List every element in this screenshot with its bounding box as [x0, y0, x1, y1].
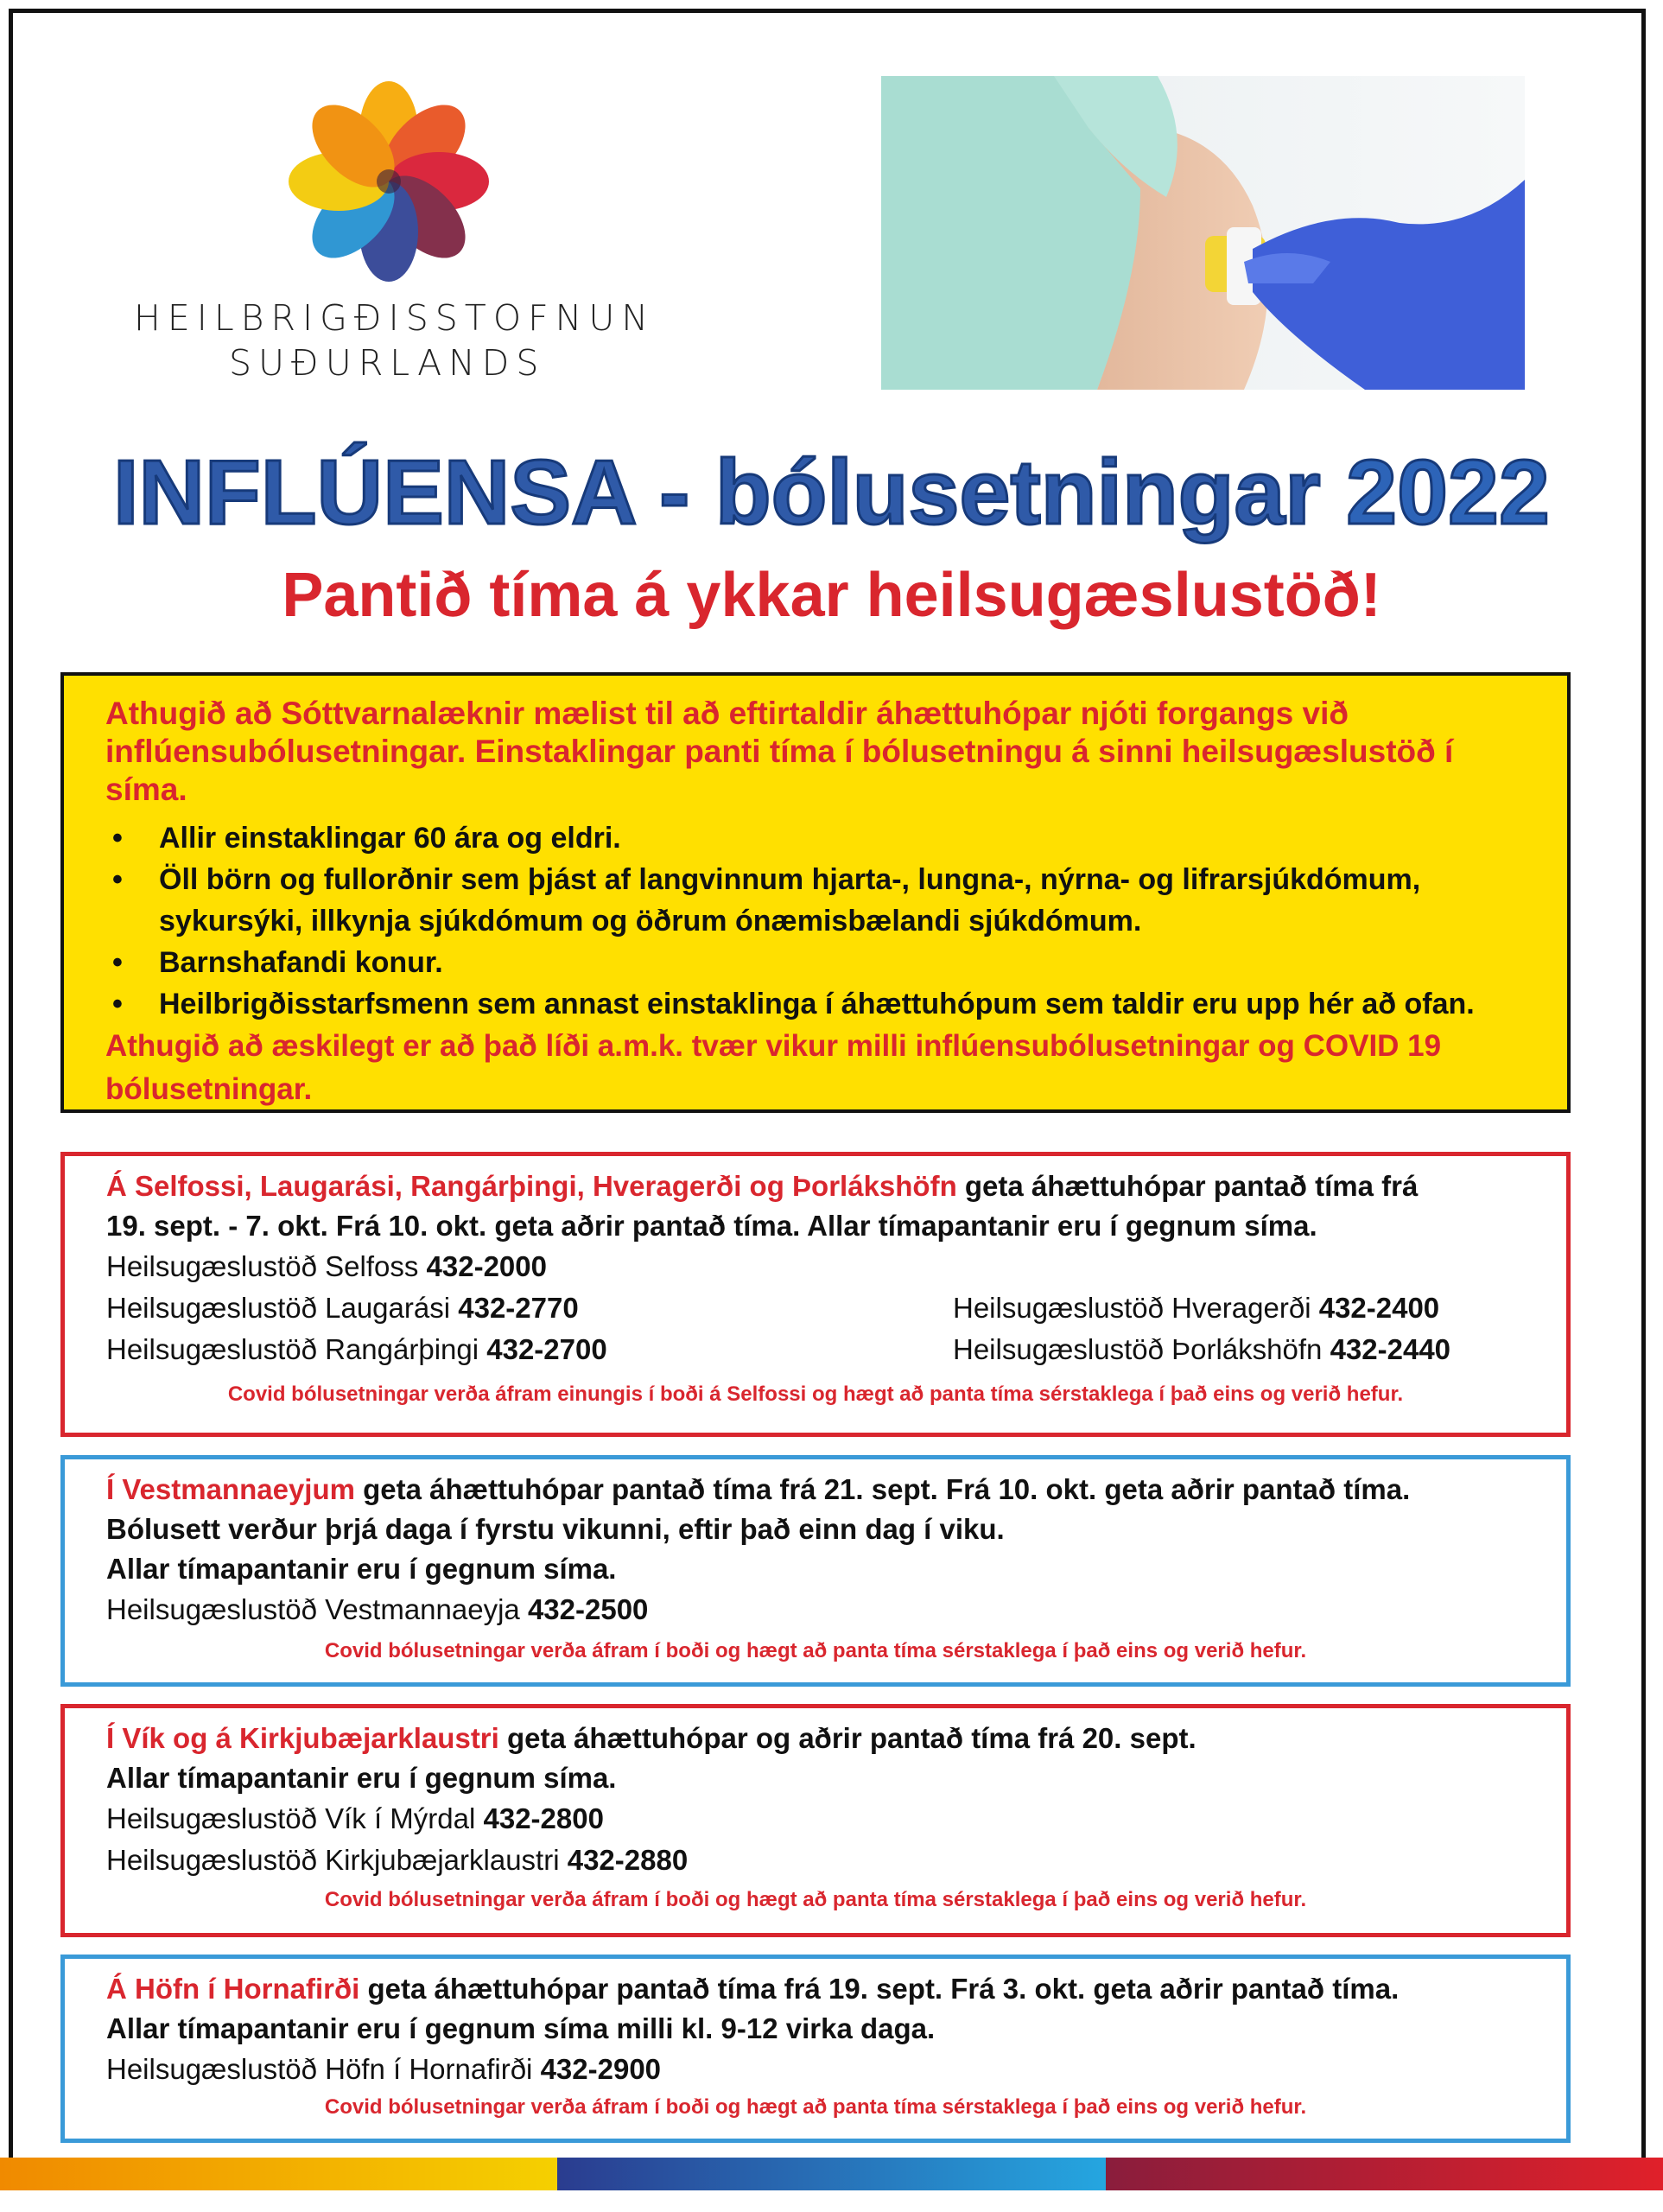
clinic-name: Heilsugæslustöð Kirkjubæjarklaustri: [106, 1844, 568, 1876]
priority-group-list: [105, 817, 1533, 1025]
notice-intro: Athugið að Sóttvarnalæknir mælist til að eftirtaldir áhættuhópar njóti forgangs við inflúensubólusetningar. Einstaklingar panti tíma í bólusetningu á sinni heilsugæslustöð í síma.: [105, 696, 1454, 807]
region-heading: [106, 1166, 1525, 1206]
list-item: [105, 859, 1533, 942]
clinic-name: Heilsugæslustöð Höfn í Hornafirði: [106, 2053, 541, 2085]
clinic-name: Heilsugæslustöð Vík í Mýrdal: [106, 1802, 484, 1834]
list-item: [105, 942, 1533, 983]
region-box-hofn: [60, 1955, 1571, 2143]
clinic-line: [106, 1246, 1525, 1287]
region-place: Í Vestmannaeyjum: [106, 1473, 355, 1505]
org-name-line1: HEILBRIGÐISSTOFNUN: [134, 297, 656, 339]
clinic-phone: 432-2000: [426, 1250, 547, 1282]
covid-note: Covid bólusetningar verða áfram í boði og hægt að panta tíma sérstaklega í það eins og verið hefur.: [324, 1888, 1307, 1911]
clinic-name: Heilsugæslustöð Hveragerði: [953, 1292, 1319, 1324]
region-details: Allar tímapantanir eru í gegnum síma milli kl. 9-12 virka daga.: [106, 2012, 936, 2044]
logo-icon: [285, 78, 492, 285]
bullet-icon: •: [112, 988, 123, 1020]
clinic-phone: 432-2900: [540, 2053, 662, 2085]
clinic-line: [106, 1287, 607, 1329]
list-item-text: Allir einstaklingar 60 ára og eldri.: [159, 822, 621, 855]
region-details: Bólusett verður þrjá daga í fyrstu vikunni, eftir það einn dag í viku.: [106, 1513, 1005, 1545]
clinic-phone: 432-2500: [527, 1593, 649, 1625]
region-heading-rest: geta áhættuhópar pantað tíma frá: [956, 1170, 1419, 1202]
organization-name: [134, 296, 656, 385]
clinic-line: [106, 1840, 1525, 1881]
region-heading: [106, 1719, 1525, 1758]
clinic-phone: 432-2800: [483, 1802, 604, 1834]
clinic-line: [106, 1798, 1525, 1840]
bullet-icon: •: [112, 863, 123, 896]
page-title: [0, 441, 1663, 545]
clinic-phone: 432-2770: [458, 1292, 579, 1324]
region-box-vestmannaeyjar: [60, 1455, 1571, 1687]
region-heading-rest: geta áhættuhópar pantað tíma frá 21. sept. Frá 10. okt. geta aðrir pantað tíma.: [354, 1473, 1411, 1505]
bullet-icon: •: [112, 946, 123, 979]
clinic-name: Heilsugæslustöð Selfoss: [106, 1250, 427, 1282]
region-details: Allar tímapantanir eru í gegnum síma.: [106, 1553, 617, 1585]
notice-outro: Athugið að æskilegt er að það líði a.m.k. tvær vikur milli inflúensubólusetningar og COVID 19 bólusetningar.: [105, 1029, 1442, 1106]
clinic-line: [953, 1329, 1450, 1370]
region-details: Allar tímapantanir eru í gegnum síma.: [106, 1762, 617, 1794]
title-year: 2022: [1346, 442, 1550, 543]
page-subtitle: Pantið tíma á ykkar heilsugæslustöð!: [282, 561, 1381, 630]
region-details: 19. sept. - 7. okt. Frá 10. okt. geta aðrir pantað tíma. Allar tímapantanir eru í gegnum síma.: [106, 1210, 1317, 1242]
covid-note: Covid bólusetningar verða áfram í boði og hægt að panta tíma sérstaklega í það eins og verið hefur.: [324, 2095, 1307, 2119]
clinic-line: [106, 2049, 1525, 2090]
region-heading: [106, 1470, 1525, 1510]
bullet-icon: •: [112, 822, 123, 855]
list-item-text: Heilbrigðisstarfsmenn sem annast einstaklinga í áhættuhópum sem taldir eru upp hér að ofan.: [159, 988, 1475, 1020]
priority-notice-box: [60, 672, 1571, 1113]
list-item: [105, 983, 1533, 1025]
list-item-text: Barnshafandi konur.: [159, 946, 443, 979]
clinic-columns: [106, 1287, 1525, 1370]
clinic-name: Heilsugæslustöð Vestmannaeyja: [106, 1593, 528, 1625]
clinic-phone: 432-2400: [1318, 1292, 1440, 1324]
clinic-name: Heilsugæslustöð Laugarási: [106, 1292, 459, 1324]
clinic-line: [106, 1589, 1525, 1630]
clinic-line: [953, 1287, 1450, 1329]
region-heading-rest: geta áhættuhópar og aðrir pantað tíma frá 20. sept.: [498, 1722, 1196, 1754]
region-box-vik: [60, 1704, 1571, 1937]
region-place: Á Höfn í Hornafirði: [106, 1973, 360, 2005]
org-name-line2: SUÐURLANDS: [229, 342, 546, 384]
region-place: Á Selfossi, Laugarási, Rangárþingi, Hveragerði og Þorlákshöfn: [106, 1170, 957, 1202]
region-place: Í Vík og á Kirkjubæjarklaustri: [106, 1722, 499, 1754]
region-box-selfoss: [60, 1152, 1571, 1437]
covid-note: Covid bólusetningar verða áfram einungis í boði á Selfossi og hægt að panta tíma sérstaklega í það eins og verið hefur.: [227, 1382, 1404, 1406]
title-main: INFLÚENSA - bólusetningar: [113, 442, 1321, 543]
list-item-text: Öll börn og fullorðnir sem þjást af langvinnum hjarta-, lungna-, nýrna- og lifrarsjúkdómum, sykursýki, illkynja sjúkdómum og öðrum ónæmisbælandi sjúkdómum.: [159, 863, 1421, 938]
region-heading-rest: geta áhættuhópar pantað tíma frá 19. sept. Frá 3. okt. geta aðrir pantað tíma.: [359, 1973, 1400, 2005]
clinic-line: [106, 1329, 607, 1370]
vaccination-photo: [881, 76, 1525, 390]
clinic-phone: 432-2440: [1330, 1333, 1451, 1365]
clinic-name: Heilsugæslustöð Rangárþingi: [106, 1333, 487, 1365]
clinic-phone: 432-2880: [567, 1844, 689, 1876]
list-item: [105, 817, 1533, 859]
decorative-color-bar: [0, 2158, 1663, 2190]
clinic-name: Heilsugæslustöð Þorlákshöfn: [953, 1333, 1330, 1365]
clinic-phone: 432-2700: [486, 1333, 607, 1365]
covid-note: Covid bólusetningar verða áfram í boði og hægt að panta tíma sérstaklega í það eins og verið hefur.: [324, 1639, 1307, 1662]
region-heading: [106, 1969, 1525, 2009]
